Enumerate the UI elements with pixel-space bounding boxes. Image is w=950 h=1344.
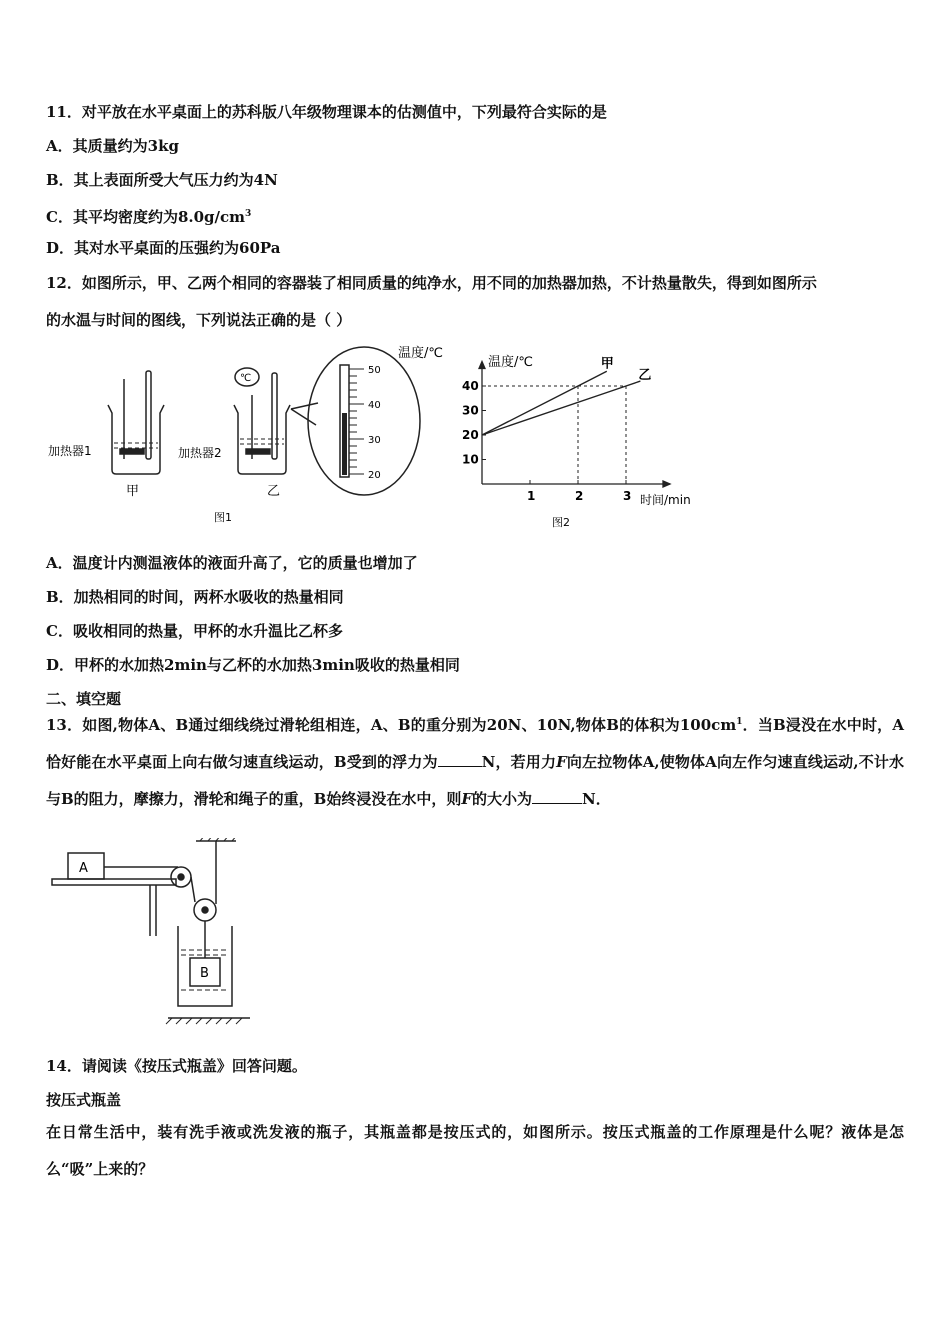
y-axis-arrow — [479, 362, 485, 369]
q12-option-a: A．温度计内测温液体的液面升高了，它的质量也增加了 — [46, 554, 418, 572]
thermometer-2 — [272, 373, 277, 459]
q11-option-c-sup: 3 — [245, 209, 252, 219]
fig1-temp-label: 温度/℃ — [398, 346, 443, 361]
q13-text-b: ．当B浸没在水中时，A恰好能在水平桌面上向右做匀速直线运动，B受到的浮力为 — [46, 716, 904, 771]
q13-text-f: N． — [582, 790, 611, 808]
figure-1-beakers — [46, 343, 466, 528]
q12-option-c: C．吸收相同的热量，甲杯的水升温比乙杯多 — [46, 622, 343, 640]
q13-sup: 1 — [736, 717, 743, 727]
y-tick-label: 10 — [462, 452, 479, 467]
scale-30: 30 — [368, 435, 381, 446]
q13-f2: F — [461, 790, 473, 808]
beaker-1-label: 甲 — [126, 484, 140, 499]
beaker-2-label: 乙 — [267, 484, 281, 499]
q13-text-a: 13．如图,物体A、B通过细线绕过滑轮组相连，A、B的重分别为20N、10N,物体B的体积为100cm — [46, 716, 737, 734]
q12-option-d: D．甲杯的水加热2min与乙杯的水加热3min吸收的热量相同 — [46, 656, 460, 674]
series-line-jia — [482, 371, 607, 435]
q13-blank-1[interactable] — [438, 750, 482, 767]
series-label-yi: 乙 — [638, 368, 652, 384]
heater-2-coil — [246, 449, 270, 454]
q13-text-d: 向左拉物体A,使物体A向左作匀速直线运动,不计水与B的阻力，摩擦力，滑轮和绳子的重，B始终浸没在水中，则 — [46, 753, 904, 808]
x-axis-arrow — [663, 481, 670, 487]
y-axis-title: 温度/℃ — [488, 355, 533, 370]
heater-2-label: 加热器2 — [178, 446, 222, 460]
q11-option-c-text: C．其平均密度约为8.0g/cm — [46, 208, 246, 226]
q14-stem: 14．请阅读《按压式瓶盖》回答问题。 — [46, 1057, 307, 1075]
block-b-label: B — [200, 966, 209, 981]
scale-20: 20 — [368, 470, 381, 481]
table-top — [52, 879, 176, 885]
q12-stem-line1: 12．如图所示，甲、乙两个相同的容器装了相同质量的纯净水，用不同的加热器加热，不计热量散失，得到如图所示 — [46, 274, 817, 292]
x-axis-title: 时间/min — [640, 493, 691, 507]
celsius-label: ℃ — [240, 373, 252, 384]
heater-1-label: 加热器1 — [48, 444, 92, 458]
q13-text — [46, 704, 904, 818]
q12-stem-line2: 的水温与时间的图线，下列说法正确的是（ ） — [46, 311, 352, 329]
y-tick-label: 40 — [462, 379, 479, 393]
section-2-title: 二、填空题 — [46, 690, 122, 708]
magnified-ticks — [349, 369, 364, 474]
q13-f1: F — [556, 753, 567, 771]
q11-option-d: D．其对水平桌面的压强约为60Pa — [46, 239, 281, 257]
x-tick-label: 2 — [575, 489, 584, 503]
scale-40: 40 — [368, 400, 381, 411]
q11-option-b: B．其上表面所受大气压力约为4N — [46, 171, 278, 189]
fig1-caption: 图1 — [214, 511, 232, 524]
q12-option-b: B．加热相同的时间，两杯水吸收的热量相同 — [46, 588, 344, 606]
q13-pulley-figure — [50, 838, 260, 1028]
series-line-yi — [482, 381, 640, 435]
scale-50: 50 — [368, 365, 381, 376]
x-tick-label: 3 — [623, 489, 632, 503]
thermometer-1 — [146, 371, 151, 459]
q11-option-c — [46, 204, 251, 227]
q11-stem: 11．对平放在水平桌面上的苏科版八年级物理课本的估测值中，下列最符合实际的是 — [46, 103, 607, 121]
beaker-1 — [108, 405, 164, 474]
block-a-label: A — [79, 861, 88, 876]
y-tick-label: 30 — [462, 403, 479, 418]
q13-text-c: N，若用力 — [481, 753, 557, 771]
q14-title: 按压式瓶盖 — [46, 1091, 122, 1109]
fig2-caption: 图2 — [552, 516, 570, 529]
q11-option-a: A．其质量约为3kg — [46, 137, 179, 155]
q14-paragraph: 在日常生活中，装有洗手液或洗发液的瓶子，其瓶盖都是按压式的，如图所示。按压式瓶盖的工作原理是什么呢？液体是怎么“吸”上来的？ — [46, 1123, 904, 1178]
q13-blank-2[interactable] — [532, 787, 582, 804]
figure-2-chart — [452, 348, 702, 530]
series-label-jia: 甲 — [600, 356, 614, 372]
heater-1-coil — [120, 449, 144, 454]
x-tick-label: 1 — [527, 489, 536, 503]
q13-text-e: 的大小为 — [472, 790, 533, 808]
y-tick-label: 20 — [462, 428, 479, 442]
